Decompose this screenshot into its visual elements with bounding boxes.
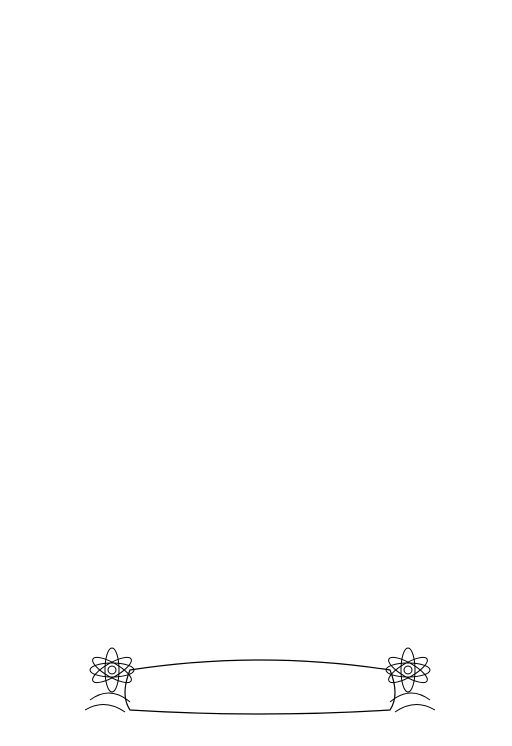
palm-border-top [0, 0, 512, 20]
answer-grid [30, 44, 482, 70]
grid-header-row [30, 44, 482, 57]
floral-frame [70, 640, 450, 720]
worksheet [26, 34, 486, 76]
palm-border-right [490, 0, 510, 746]
palm-border-left [2, 0, 22, 746]
palm-border-bottom [0, 726, 512, 746]
grid-answer-row [30, 57, 482, 70]
